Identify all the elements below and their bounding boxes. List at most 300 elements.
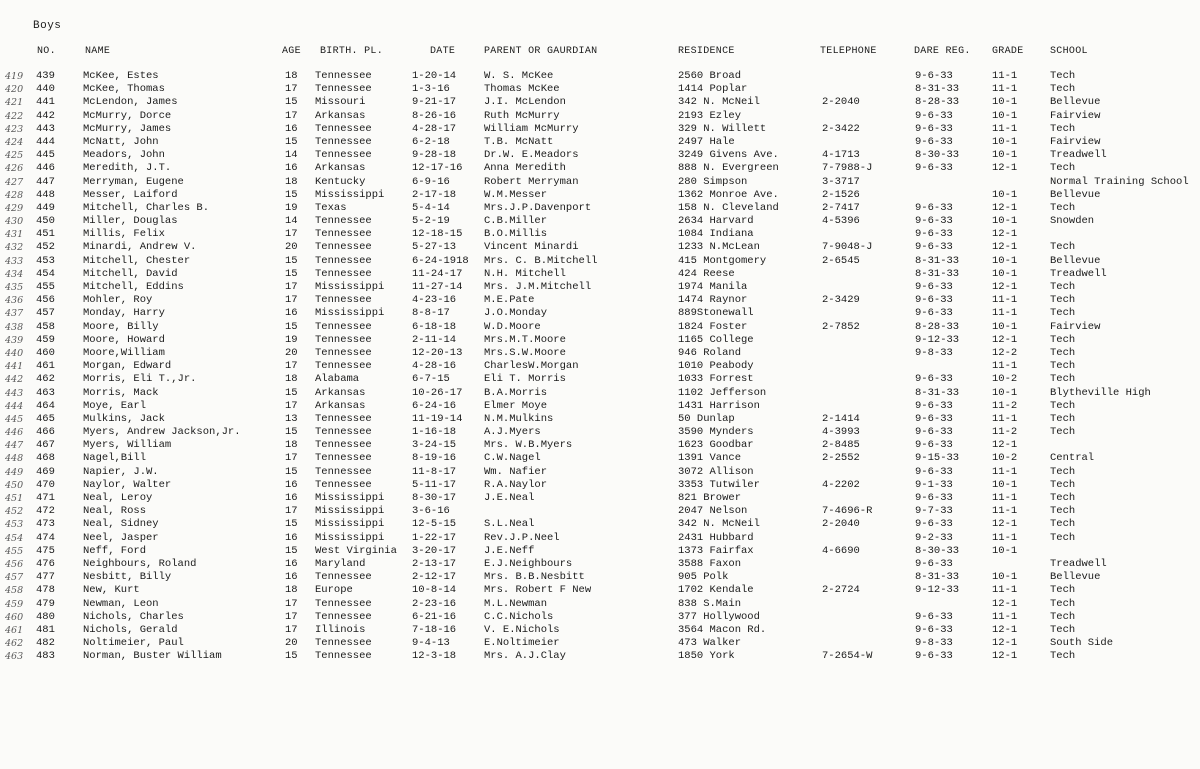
- student-name: Morgan, Edward: [83, 360, 172, 373]
- grade: 10-1: [992, 320, 1018, 333]
- grade: 12-1: [992, 201, 1018, 214]
- birthplace: Arkansas: [315, 162, 366, 175]
- header-grade: GRADE: [992, 46, 1024, 57]
- grade: 10-2: [992, 452, 1018, 465]
- residence: 424 Reese: [678, 267, 735, 280]
- birthplace: Tennessee: [315, 215, 372, 228]
- birthplace: Tennessee: [315, 452, 372, 465]
- handwritten-number: 455: [5, 545, 24, 557]
- handwritten-number: 457: [5, 572, 24, 584]
- school: Treadwell: [1050, 267, 1107, 280]
- school: Tech: [1050, 83, 1076, 96]
- telephone: 2-7417: [822, 201, 860, 214]
- student-name: McLendon, James: [83, 96, 178, 109]
- school: Snowden: [1050, 215, 1095, 228]
- telephone: 2-3429: [822, 294, 860, 307]
- birthplace: Tennessee: [315, 267, 372, 280]
- birth-date: 2-12-17: [412, 571, 457, 584]
- date-registered: 9-12-33: [915, 333, 960, 346]
- student-name: Nesbitt, Billy: [83, 571, 172, 584]
- handwritten-number: 461: [5, 624, 24, 636]
- entry-number: 476: [36, 557, 55, 570]
- age: 13: [285, 412, 298, 425]
- handwritten-number: 429: [5, 202, 24, 214]
- telephone: 2-2552: [822, 452, 860, 465]
- school: Fairview: [1050, 320, 1101, 333]
- parent-guardian: Mrs.S.W.Moore: [484, 346, 566, 359]
- age: 17: [285, 83, 298, 96]
- table-row: [0, 307, 1200, 320]
- date-registered: 9-6-33: [915, 650, 953, 663]
- entry-number: 482: [36, 637, 55, 650]
- date-registered: 9-6-33: [915, 492, 953, 504]
- telephone: 7-7988-J: [822, 162, 873, 175]
- birthplace: Kentucky: [315, 175, 366, 188]
- residence: 342 N. McNeil: [678, 96, 760, 109]
- age: 19: [285, 333, 298, 346]
- birth-date: 9-4-13: [412, 637, 450, 650]
- grade: 11-1: [992, 294, 1018, 307]
- table-row: [0, 624, 1200, 637]
- school: Bellevue: [1050, 96, 1101, 109]
- handwritten-number: 451: [5, 493, 24, 504]
- parent-guardian: Ruth McMurry: [484, 109, 560, 122]
- table-row: [0, 518, 1200, 531]
- birth-date: 6-18-18: [412, 320, 457, 333]
- date-registered: 8-31-33: [915, 571, 960, 584]
- birth-date: 12-5-15: [412, 518, 457, 531]
- birth-date: 1-16-18: [412, 426, 457, 439]
- school: Tech: [1050, 373, 1076, 386]
- birth-date: 11-8-17: [412, 465, 457, 478]
- student-name: Millis, Felix: [83, 228, 165, 241]
- table-row: [0, 387, 1200, 400]
- telephone: 2-1526: [822, 188, 860, 201]
- residence: 1165 College: [678, 333, 754, 346]
- date-registered: 9-6-33: [915, 307, 953, 320]
- birthplace: Tennessee: [315, 149, 372, 162]
- birthplace: Tennessee: [315, 83, 372, 96]
- birth-date: 4-28-17: [412, 122, 457, 135]
- grade: 11-1: [992, 584, 1018, 597]
- parent-guardian: W.D.Moore: [484, 320, 541, 333]
- school: Treadwell: [1050, 149, 1107, 162]
- age: 17: [285, 281, 298, 293]
- school: Tech: [1050, 478, 1076, 491]
- birth-date: 12-20-13: [412, 346, 463, 359]
- grade: 10-1: [992, 544, 1018, 557]
- birth-date: 5-2-19: [412, 215, 450, 228]
- table-row: [0, 347, 1200, 360]
- school: Bellevue: [1050, 254, 1101, 267]
- handwritten-number: 428: [5, 189, 24, 201]
- handwritten-number: 435: [5, 282, 24, 293]
- school: South Side: [1050, 637, 1114, 650]
- student-name: Moye, Earl: [83, 399, 147, 412]
- grade: 10-2: [992, 373, 1018, 386]
- school: Tech: [1050, 281, 1076, 293]
- age: 17: [285, 610, 298, 623]
- grade: 10-1: [992, 188, 1018, 201]
- birth-date: 8-30-17: [412, 492, 457, 504]
- school: Tech: [1050, 584, 1076, 597]
- grade: 12-1: [992, 162, 1018, 175]
- header-telephone: TELEPHONE: [820, 46, 877, 57]
- student-name: Mitchell, Charles B.: [83, 201, 210, 214]
- parent-guardian: W. S. McKee: [484, 70, 554, 82]
- residence: 3249 Givens Ave.: [678, 149, 779, 162]
- birthplace: Tennessee: [315, 241, 372, 254]
- date-registered: 9-12-33: [915, 584, 960, 597]
- table-row: [0, 637, 1200, 650]
- residence: 1702 Kendale: [678, 584, 754, 597]
- parent-guardian: Mrs. C. B.Mitchell: [484, 254, 598, 267]
- telephone: 7-9048-J: [822, 241, 873, 254]
- grade: 11-1: [992, 465, 1018, 478]
- residence: 889Stonewall: [678, 307, 754, 320]
- table-row: [0, 202, 1200, 215]
- date-registered: 8-30-33: [915, 544, 960, 557]
- entry-number: 457: [36, 307, 55, 320]
- birthplace: Mississippi: [315, 492, 385, 504]
- birthplace: Arkansas: [315, 399, 366, 412]
- date-registered: 9-6-33: [915, 412, 953, 425]
- residence: 1033 Forrest: [678, 373, 754, 386]
- table-row: [0, 334, 1200, 347]
- student-name: Mohler, Roy: [83, 294, 153, 307]
- school: Tech: [1050, 307, 1076, 320]
- residence: 1362 Monroe Ave.: [678, 188, 779, 201]
- handwritten-number: 441: [5, 361, 24, 373]
- header-date: DATE: [430, 46, 456, 57]
- date-registered: 8-30-33: [915, 149, 960, 162]
- parent-guardian: Eli T. Morris: [484, 373, 566, 386]
- entry-number: 449: [36, 201, 55, 214]
- age: 17: [285, 452, 298, 465]
- birth-date: 5-27-13: [412, 241, 457, 254]
- entry-number: 464: [36, 399, 55, 412]
- school: Tech: [1050, 241, 1076, 254]
- handwritten-number: 430: [5, 216, 24, 228]
- birthplace: Tennessee: [315, 637, 372, 650]
- school: Tech: [1050, 465, 1076, 478]
- school: Tech: [1050, 122, 1076, 135]
- table-row: [0, 466, 1200, 479]
- handwritten-number: 449: [5, 466, 24, 478]
- table-row: [0, 281, 1200, 294]
- residence: 2634 Harvard: [678, 215, 754, 228]
- parent-guardian: J.O.Monday: [484, 307, 548, 320]
- handwritten-number: 450: [5, 479, 24, 491]
- student-name: Meadors, John: [83, 149, 165, 162]
- student-name: Neel, Jasper: [83, 531, 159, 544]
- parent-guardian: J.I. McLendon: [484, 96, 566, 109]
- entry-number: 452: [36, 241, 55, 254]
- school: Tech: [1050, 294, 1076, 307]
- parent-guardian: Thomas McKee: [484, 83, 560, 96]
- table-row: [0, 413, 1200, 426]
- school: Tech: [1050, 610, 1076, 623]
- date-registered: 9-8-33: [915, 637, 953, 650]
- school: Tech: [1050, 492, 1076, 504]
- handwritten-number: 427: [5, 176, 24, 188]
- parent-guardian: Mrs. B.B.Nesbitt: [484, 571, 585, 584]
- residence: 329 N. Willett: [678, 122, 767, 135]
- handwritten-number: 423: [5, 123, 24, 135]
- student-name: Myers, William: [83, 439, 172, 452]
- telephone: 4-5396: [822, 215, 860, 228]
- age: 19: [285, 201, 298, 214]
- age: 15: [285, 465, 298, 478]
- entry-number: 441: [36, 96, 55, 109]
- residence: 1233 N.McLean: [678, 241, 760, 254]
- grade: 12-1: [992, 623, 1018, 636]
- parent-guardian: Mrs. J.M.Mitchell: [484, 281, 592, 293]
- age: 18: [285, 175, 298, 188]
- date-registered: 9-6-33: [915, 294, 953, 307]
- grade: 11-1: [992, 122, 1018, 135]
- table-row: [0, 149, 1200, 162]
- birthplace: Mississippi: [315, 505, 385, 518]
- birth-date: 5-11-17: [412, 478, 457, 491]
- birth-date: 6-24-1918: [412, 254, 469, 267]
- telephone: 2-7852: [822, 320, 860, 333]
- birth-date: 5-4-14: [412, 201, 450, 214]
- date-registered: 9-1-33: [915, 478, 953, 491]
- grade: 10-1: [992, 149, 1018, 162]
- residence: 1010 Peabody: [678, 360, 754, 373]
- telephone: 2-2040: [822, 96, 860, 109]
- date-registered: 9-6-33: [915, 439, 953, 452]
- birth-date: 8-8-17: [412, 307, 450, 320]
- residence: 821 Brower: [678, 492, 742, 504]
- age: 15: [285, 320, 298, 333]
- telephone: 4-6690: [822, 544, 860, 557]
- birthplace: Texas: [315, 201, 347, 214]
- student-name: Morris, Mack: [83, 386, 159, 399]
- age: 14: [285, 149, 298, 162]
- handwritten-number: 460: [5, 611, 24, 623]
- entry-number: 483: [36, 650, 55, 663]
- table-row: [0, 400, 1200, 413]
- school: Central: [1050, 452, 1095, 465]
- student-name: McMurry, James: [83, 122, 172, 135]
- age: 16: [285, 492, 298, 504]
- residence: 1850 York: [678, 650, 735, 663]
- birthplace: Mississippi: [315, 281, 385, 293]
- birthplace: Tennessee: [315, 426, 372, 439]
- handwritten-number: 442: [5, 374, 24, 386]
- grade: 10-1: [992, 135, 1018, 148]
- age: 18: [285, 373, 298, 386]
- birthplace: West Virginia: [315, 544, 397, 557]
- parent-guardian: A.J.Myers: [484, 426, 541, 439]
- birth-date: 6-2-18: [412, 135, 450, 148]
- birth-date: 1-22-17: [412, 531, 457, 544]
- handwritten-number: 431: [5, 229, 24, 241]
- telephone: 4-1713: [822, 149, 860, 162]
- residence: 1431 Harrison: [678, 399, 760, 412]
- student-name: Napier, J.W.: [83, 465, 159, 478]
- residence: 342 N. McNeil: [678, 518, 760, 531]
- student-name: McNatt, John: [83, 135, 159, 148]
- table-row: [0, 479, 1200, 492]
- entry-number: 451: [36, 228, 55, 241]
- birth-date: 11-19-14: [412, 412, 463, 425]
- date-registered: 9-6-33: [915, 281, 953, 293]
- student-name: Noltimeier, Paul: [83, 637, 184, 650]
- entry-number: 463: [36, 386, 55, 399]
- residence: 3564 Macon Rd.: [678, 623, 767, 636]
- birth-date: 9-28-18: [412, 149, 457, 162]
- birthplace: Tennessee: [315, 465, 372, 478]
- grade: 12-1: [992, 228, 1018, 241]
- table-row: [0, 611, 1200, 624]
- student-name: Neal, Ross: [83, 505, 147, 518]
- entry-number: 478: [36, 584, 55, 597]
- date-registered: 9-6-33: [915, 228, 953, 241]
- parent-guardian: Elmer Moye: [484, 399, 548, 412]
- handwritten-number: 433: [5, 255, 24, 267]
- age: 15: [285, 254, 298, 267]
- parent-guardian: R.A.Naylor: [484, 478, 548, 491]
- residence: 1974 Manila: [678, 281, 748, 293]
- grade: 12-1: [992, 333, 1018, 346]
- handwritten-number: 438: [5, 321, 24, 333]
- header-age: AGE: [282, 46, 301, 57]
- table-row: [0, 439, 1200, 452]
- entry-number: 474: [36, 531, 55, 544]
- student-name: McMurry, Dorce: [83, 109, 172, 122]
- school: Tech: [1050, 360, 1076, 373]
- school: Bellevue: [1050, 188, 1101, 201]
- school: Tech: [1050, 650, 1076, 663]
- entry-number: 443: [36, 122, 55, 135]
- school: Tech: [1050, 426, 1076, 439]
- handwritten-number: 437: [5, 308, 24, 320]
- grade: 11-2: [992, 399, 1018, 412]
- birth-date: 11-24-17: [412, 267, 463, 280]
- entry-number: 461: [36, 360, 55, 373]
- handwritten-number: 426: [5, 163, 24, 175]
- telephone: 2-8485: [822, 439, 860, 452]
- student-name: Moore,William: [83, 346, 165, 359]
- student-name: Neal, Leroy: [83, 492, 153, 504]
- entry-number: 477: [36, 571, 55, 584]
- parent-guardian: S.L.Neal: [484, 518, 535, 531]
- school: Tech: [1050, 346, 1076, 359]
- student-name: Mitchell, Eddins: [83, 281, 184, 293]
- residence: 838 S.Main: [678, 597, 742, 610]
- table-row: [0, 452, 1200, 465]
- table-row: [0, 96, 1200, 109]
- date-registered: 9-6-33: [915, 557, 953, 570]
- birthplace: Tennessee: [315, 254, 372, 267]
- header-name: NAME: [85, 46, 111, 57]
- entry-number: 455: [36, 281, 55, 293]
- grade: 11-1: [992, 505, 1018, 518]
- age: 17: [285, 399, 298, 412]
- age: 18: [285, 70, 298, 82]
- birth-date: 8-19-16: [412, 452, 457, 465]
- student-name: Mitchell, David: [83, 267, 178, 280]
- student-name: Miller, Douglas: [83, 215, 178, 228]
- entry-number: 473: [36, 518, 55, 531]
- entry-number: 439: [36, 70, 55, 82]
- date-registered: 9-15-33: [915, 452, 960, 465]
- date-registered: 9-6-33: [915, 70, 953, 82]
- table-row: [0, 373, 1200, 386]
- parent-guardian: N.H. Mitchell: [484, 267, 566, 280]
- table-row: [0, 123, 1200, 136]
- age: 16: [285, 307, 298, 320]
- age: 16: [285, 162, 298, 175]
- date-registered: 8-28-33: [915, 96, 960, 109]
- birth-date: 3-6-16: [412, 505, 450, 518]
- age: 15: [285, 135, 298, 148]
- birth-date: 3-24-15: [412, 439, 457, 452]
- residence: 946 Roland: [678, 346, 742, 359]
- entry-number: 471: [36, 492, 55, 504]
- age: 15: [285, 518, 298, 531]
- parent-guardian: W.M.Messer: [484, 188, 548, 201]
- parent-guardian: M.E.Pate: [484, 294, 535, 307]
- grade: 10-1: [992, 96, 1018, 109]
- birth-date: 12-3-18: [412, 650, 457, 663]
- date-registered: 9-6-33: [915, 122, 953, 135]
- school: Fairview: [1050, 109, 1101, 122]
- residence: 1391 Vance: [678, 452, 742, 465]
- student-name: Mulkins, Jack: [83, 412, 165, 425]
- telephone: 2-3422: [822, 122, 860, 135]
- birthplace: Mississippi: [315, 531, 385, 544]
- birth-date: 2-23-16: [412, 597, 457, 610]
- age: 16: [285, 478, 298, 491]
- birthplace: Illinois: [315, 623, 366, 636]
- age: 15: [285, 188, 298, 201]
- handwritten-number: 419: [5, 71, 24, 82]
- parent-guardian: Mrs. A.J.Clay: [484, 650, 566, 663]
- entry-number: 466: [36, 426, 55, 439]
- table-row: [0, 70, 1200, 83]
- handwritten-number: 439: [5, 334, 24, 346]
- entry-number: 459: [36, 333, 55, 346]
- birth-date: 2-11-14: [412, 333, 457, 346]
- entry-number: 446: [36, 162, 55, 175]
- parent-guardian: Mrs.J.P.Davenport: [484, 201, 592, 214]
- parent-guardian: Mrs.M.T.Moore: [484, 333, 566, 346]
- residence: 3588 Faxon: [678, 557, 742, 570]
- entry-number: 453: [36, 254, 55, 267]
- birthplace: Tennessee: [315, 360, 372, 373]
- table-row: [0, 505, 1200, 518]
- date-registered: 8-31-33: [915, 83, 960, 96]
- school: Bellevue: [1050, 571, 1101, 584]
- student-name: Monday, Harry: [83, 307, 165, 320]
- entry-number: 458: [36, 320, 55, 333]
- handwritten-number: 432: [5, 242, 24, 254]
- birth-date: 11-27-14: [412, 281, 463, 293]
- school: Treadwell: [1050, 557, 1107, 570]
- parent-guardian: William McMurry: [484, 122, 579, 135]
- age: 16: [285, 122, 298, 135]
- residence: 415 Montgomery: [678, 254, 767, 267]
- age: 17: [285, 505, 298, 518]
- grade: 10-1: [992, 254, 1018, 267]
- grade: 12-1: [992, 241, 1018, 254]
- telephone: 2-1414: [822, 412, 860, 425]
- entry-number: 442: [36, 109, 55, 122]
